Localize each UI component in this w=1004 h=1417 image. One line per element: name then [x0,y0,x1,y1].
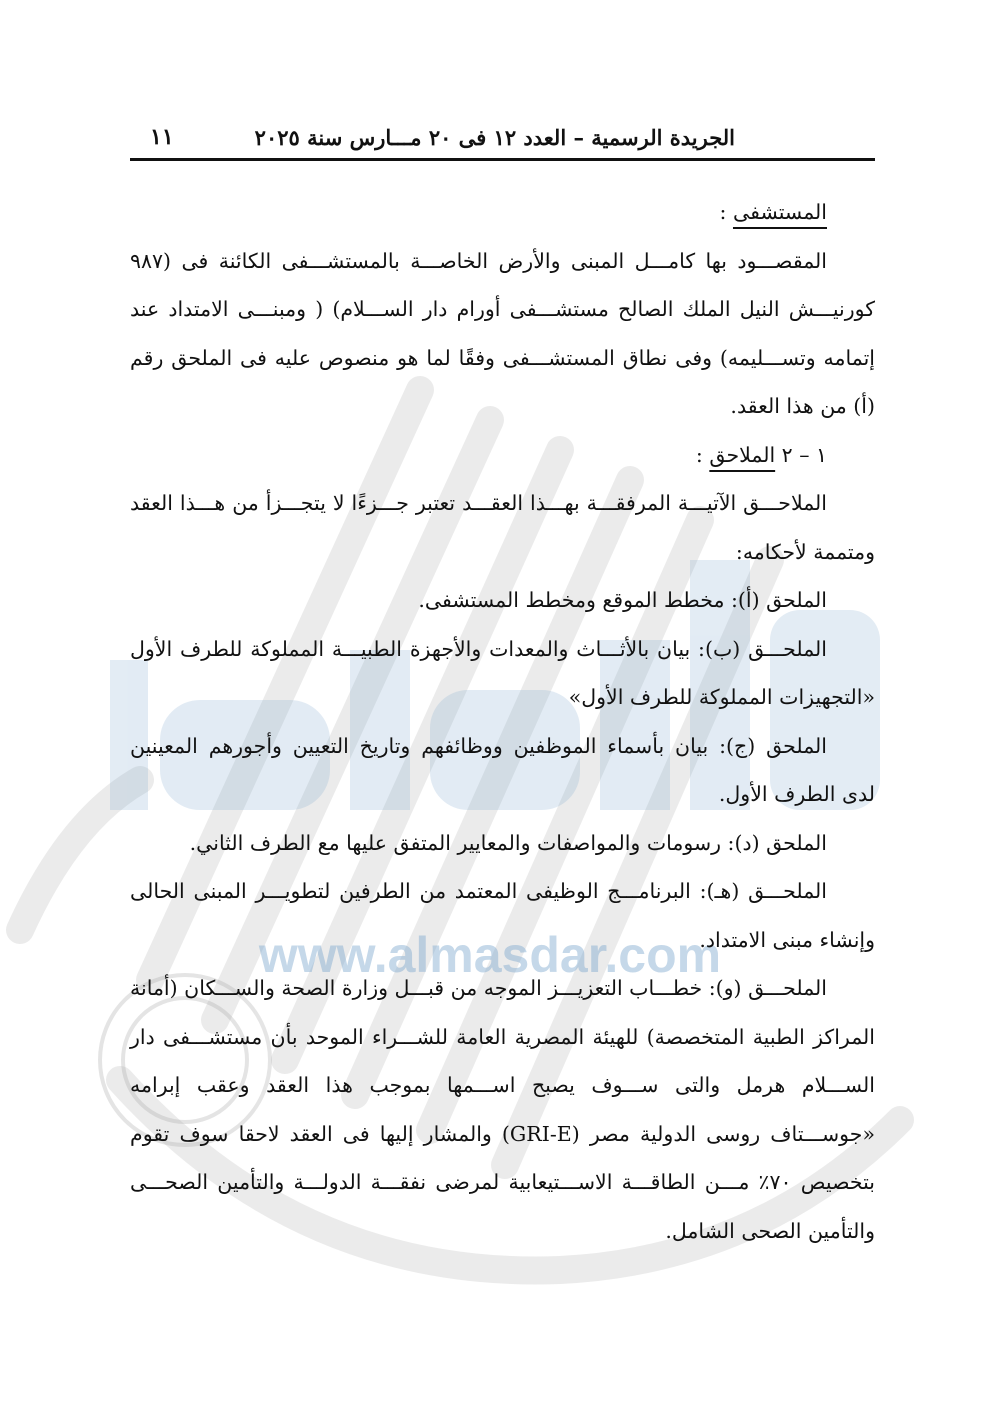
annexes-section-colon: : [695,442,710,467]
hospital-definition-colon: : [719,200,733,224]
page-header [130,112,875,161]
annex-w: الملحـــق (و): خطـــاب التعزيـــز الموجه من قبـــل وزارة الصحة والســـكان (أمانة المراكز الطبية المتخصصة) للهيئة المصرية العامة للشـــراء الموحد بأن مستشـــفى دار الســـلام هرمل والتى ســـوف يصبح اســـمها بموجب هذا العقد وعقب إبرامه «جوســـتاف روسى الدولية مصر (GRI-E) والمشار إليها فى العقد لاحقا سوف تقوم بتخصيص ٧٠٪ مـــن الطاقـــة الاســـتيعابية لمرضى نفقـــة الدولـــة والتأمين الصحـــى والتأمين الصحى الشامل. [130,976,876,1243]
hospital-definition-heading [130,188,875,237]
annex-a: الملحق (أ): مخطط الموقع ومخطط المستشفى. [418,588,827,612]
annex-b: الملحـــق (ب): بيان بالأثـــاث والمعدات والأجهزة الطبيـــة المملوكة للطرف الأول «التجهيزات المملوكة للطرف الأول» [130,636,875,709]
header-title: الجريدة الرسمية – العدد ١٢ فى ٢٠ مـــارس سنة ٢٠٢٥ [254,125,735,150]
annexes-section-term: الملاحق [709,442,776,467]
page-number: ١١ [150,124,174,150]
document-body [130,188,875,1255]
watermark-url: www.almasdar.com [258,927,722,983]
hospital-definition-term: المستشفى [732,200,827,224]
annex-d: الملحق (د): رسومات والمواصفات والمعايير المتفق عليها مع الطرف الثاني. [189,830,827,855]
document-page [130,0,875,1417]
annexes-intro: الملاحـــق الآتيـــة المرفقـــة بهـــذا العقـــد تعتبر جـــزءًا لا يتجـــزأ من هـــذا العقد ومتممة لأحكامه: [130,491,875,564]
annexes-section-number: ١ – ٢ [775,442,827,467]
hospital-definition-text: المقصـــود بها كامـــل المبنى والأرض الخاصـــة بالمستشـــفى الكائنة فى (٩٨٧ كورنيـــش النيل الملك الصالح مستشـــفى أورام دار الســـلام) ( ومبنـــى الامتداد عند إتمامه وتســـليمه) وفى نطاق المستشـــفى وفقًا لما هو منصوص عليه فى الملحق رقم (أ) من هذا العقد. [130,248,875,418]
annexes-section-heading [130,431,875,480]
annex-c: الملحق (ج): بيان بأسماء الموظفين ووظائفهم وتاريخ التعيين وأجورهم المعينين لدى الطرف الأول. [130,733,875,806]
annex-h: الملحـــق (هـ): البرنامـــج الوظيفى المعتمد من الطرفين لتطويـــر المبنى الحالى وإنشاء مبنى الامتداد. [130,879,875,952]
